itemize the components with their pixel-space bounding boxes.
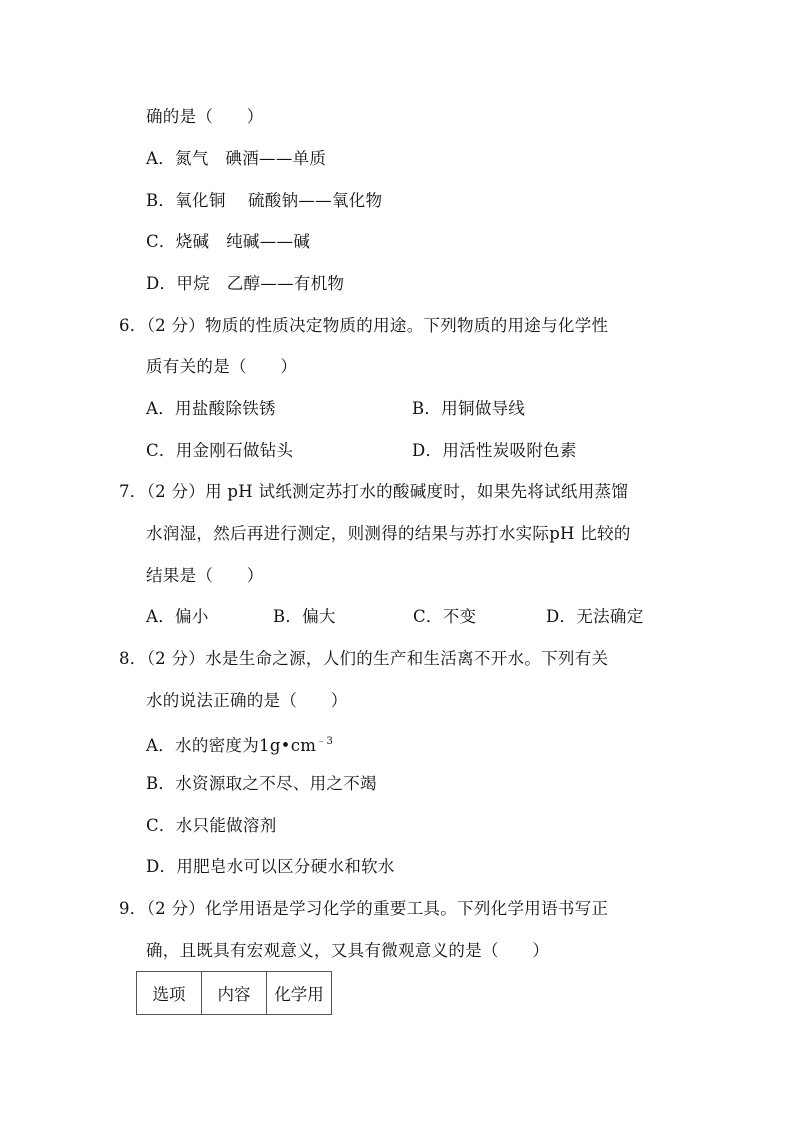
q6-stem-line2: 质有关的是（ ） <box>146 357 298 376</box>
table-header-cell: 化学用 <box>267 972 332 1015</box>
table-header-cell: 选项 <box>137 972 202 1015</box>
q8-stem-line1: 8．（2 分）水是生命之源，人们的生产和生活离不开水。下列有关 <box>119 649 609 668</box>
table-header-row <box>137 972 332 1015</box>
q9-options-table <box>136 971 332 1015</box>
q8-option-b[interactable]: B．水资源取之不尽、用之不竭 <box>146 774 377 793</box>
q5-option-d[interactable]: D．甲烷 乙醇——有机物 <box>146 274 345 293</box>
q7-stem-line1: 7．（2 分）用 pH 试纸测定苏打水的酸碱度时，如果先将试纸用蒸馏 <box>119 482 629 501</box>
q8-option-a-text: A．水的密度为1g•cm <box>146 736 317 755</box>
q6-stem-line1: 6．（2 分）物质的性质决定物质的用途。下列物质的用途与化学性 <box>119 316 609 335</box>
q6-option-a[interactable]: A．用盐酸除铁锈 <box>146 399 276 418</box>
q8-option-a-exponent: ﹣3 <box>316 736 334 747</box>
q7-stem-line2: 水润湿，然后再进行测定，则测得的结果与苏打水实际pH 比较的 <box>146 524 631 543</box>
q7-option-a[interactable]: A．偏小 <box>146 607 209 626</box>
q7-option-c[interactable]: C．不变 <box>413 607 477 626</box>
q7-stem-line3: 结果是（ ） <box>146 566 264 585</box>
table-header-cell: 内容 <box>202 972 267 1015</box>
q9-stem-line1: 9．（2 分）化学用语是学习化学的重要工具。下列化学用语书写正 <box>119 899 609 918</box>
q8-stem-line2: 水的说法正确的是（ ） <box>146 691 348 710</box>
q7-option-b[interactable]: B．偏大 <box>273 607 336 626</box>
q5-option-b[interactable]: B．氧化铜 硫酸钠——氧化物 <box>146 191 383 210</box>
q8-option-a[interactable] <box>146 731 333 757</box>
q8-option-d[interactable]: D．用肥皂水可以区分硬水和软水 <box>146 857 395 876</box>
q5-option-a[interactable]: A．氮气 碘酒——单质 <box>146 149 327 168</box>
q6-option-b[interactable]: B．用铜做导线 <box>412 399 526 418</box>
q6-option-d[interactable]: D．用活性炭吸附色素 <box>412 441 577 460</box>
q5-stem-continuation: 确的是（ ） <box>146 107 264 126</box>
q7-option-d[interactable]: D．无法确定 <box>546 607 644 626</box>
q9-stem-line2: 确，且既具有宏观意义，又具有微观意义的是（ ） <box>146 941 550 960</box>
q5-option-c[interactable]: C．烧碱 纯碱——碱 <box>146 232 311 251</box>
q6-option-c[interactable]: C．用金刚石做钻头 <box>146 441 294 460</box>
q8-option-c[interactable]: C．水只能做溶剂 <box>146 816 277 835</box>
